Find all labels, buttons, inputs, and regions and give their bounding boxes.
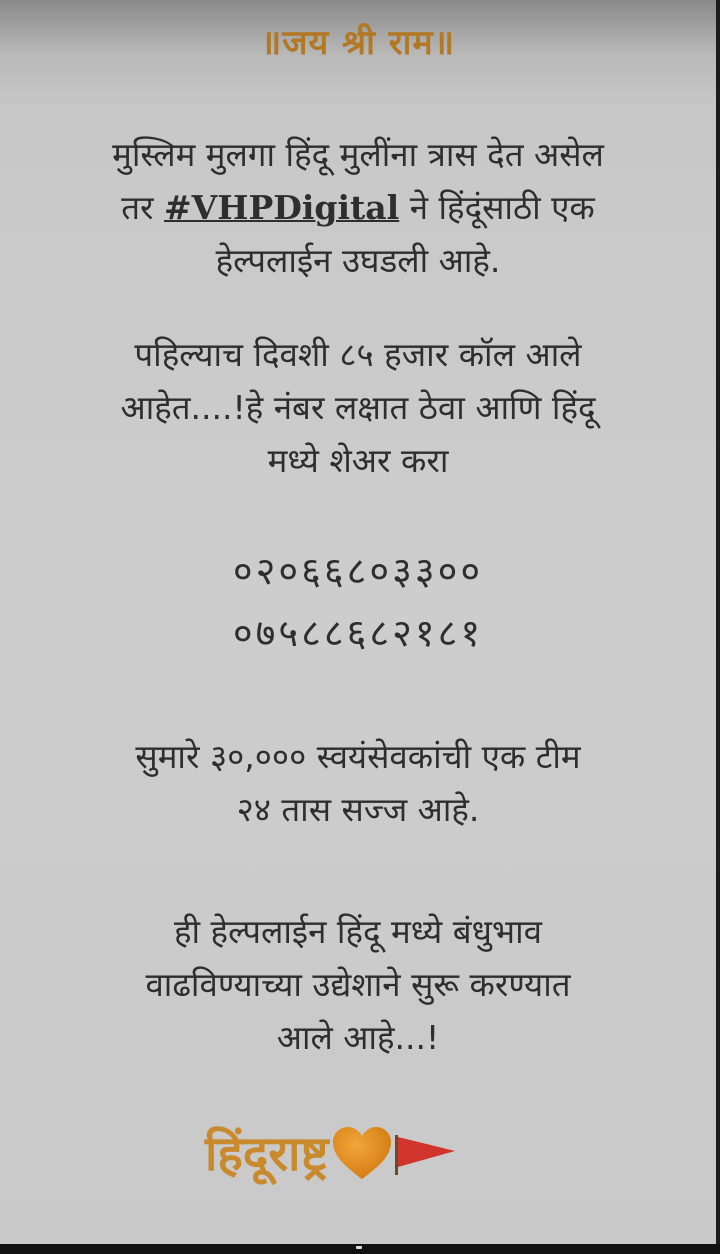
paragraph-calls: [30, 328, 686, 487]
header-title: ॥जय श्री राम॥: [260, 23, 456, 63]
text-line: मध्ये शेअर करा: [267, 441, 449, 480]
text-line: हेल्पलाईन उघडली आहे.: [215, 241, 501, 280]
home-indicator[interactable]: [356, 1246, 362, 1249]
phone-number-list: [30, 540, 686, 664]
text-fragment: ने हिंदूंसाठी एक: [399, 188, 595, 227]
phone-number[interactable]: ०७५८८६८२१८१: [232, 611, 484, 655]
footer-text: हिंदूराष्ट्र: [205, 1125, 329, 1182]
paragraph-helpline-intro: [30, 128, 686, 287]
text-line: २४ तास सज्ज आहे.: [236, 790, 480, 829]
text-line: सुमारे ३०,००० स्वयंसेवकांची एक टीम: [135, 737, 581, 776]
text-line: आहेत....!हे नंबर लक्षात ठेवा आणि हिंदू: [120, 388, 596, 427]
paragraph-purpose: [30, 905, 686, 1064]
text-line: ही हेल्पलाईन हिंदू मध्ये बंधुभाव: [174, 912, 542, 951]
text-line: आले आहे...!: [276, 1018, 440, 1057]
hashtag-link[interactable]: #VHPDigital: [164, 188, 400, 227]
text-line: पहिल्याच दिवशी ८५ हजार कॉल आले: [134, 335, 582, 374]
text-line: मुस्लिम मुलगा हिंदू मुलींना त्रास देत असेल: [112, 135, 604, 174]
orange-heart-icon: [331, 1125, 393, 1185]
text-fragment: तर: [121, 188, 165, 227]
navigation-bar: [0, 1244, 720, 1254]
phone-number[interactable]: ०२०६६८०३३००: [232, 549, 484, 593]
saffron-flag-icon: [395, 1129, 457, 1183]
paragraph-volunteers: [30, 730, 686, 836]
text-line: वाढविण्याच्या उद्येशाने सुरू करण्यात: [145, 965, 571, 1004]
text-line: [30, 181, 686, 234]
footer-signature: [205, 1112, 457, 1192]
